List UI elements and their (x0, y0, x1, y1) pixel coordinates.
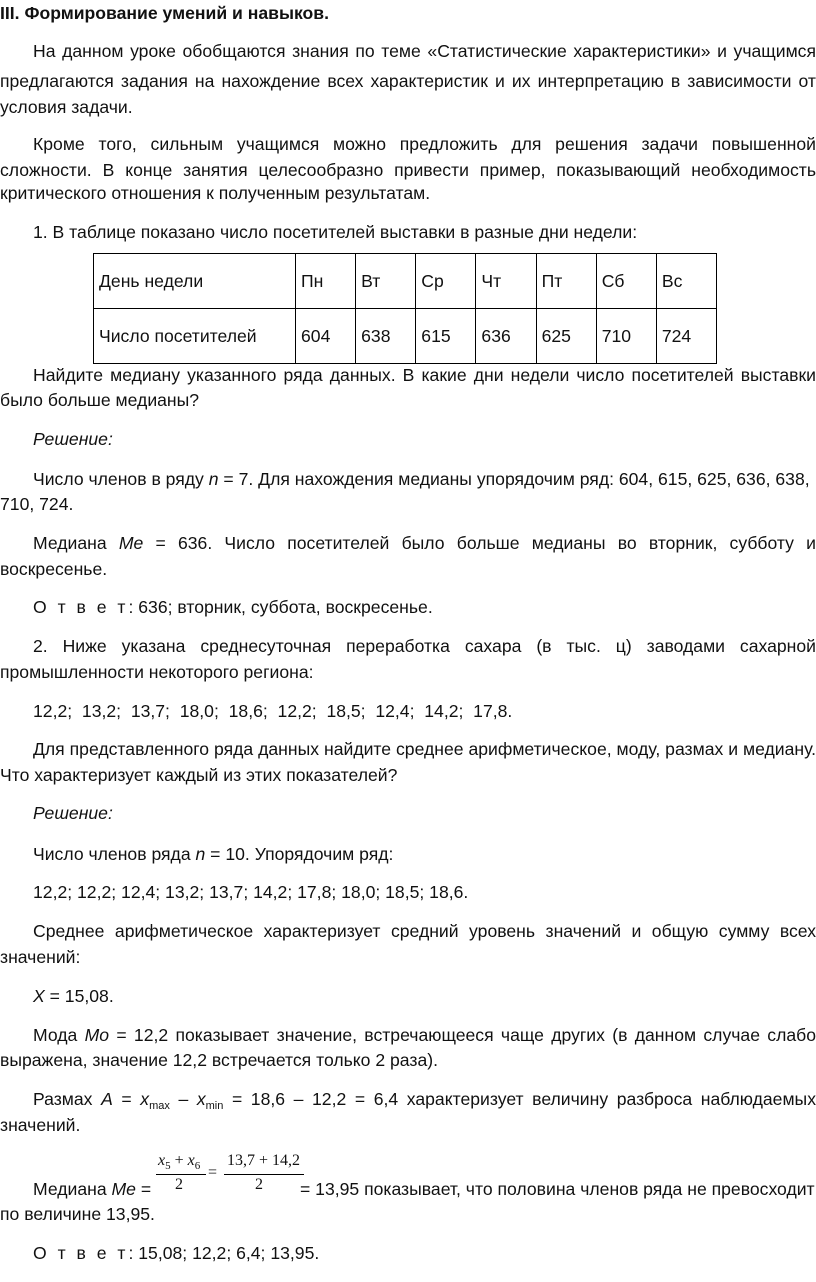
fraction-bar-2 (224, 1174, 304, 1175)
formula-numerator-2: 13,7 + 14,2 (227, 1152, 301, 1169)
task2-range-line-2: значений. (0, 1115, 81, 1135)
task1-solution-line-2: 710, 724. (0, 494, 74, 514)
task1-question-line-1: Найдите медиану указанного ряда данных. В какие дни недели число посетителей выставки (33, 365, 816, 385)
task2-mean-line-2: значений: (0, 947, 81, 967)
task2-series: 12,2; 13,2; 13,7; 18,0; 18,6; 12,2; 18,5; 12,4; 14,2; 17,8. (33, 701, 513, 721)
intro-line-3: условия задачи. (0, 97, 133, 117)
fraction-bar-1 (156, 1174, 206, 1175)
table-cell: Сб (596, 254, 656, 309)
table-cell: 636 (476, 309, 536, 364)
task2-mean-value: X = 15,08. (33, 986, 114, 1006)
task2-question-line-2: Что характеризует каждый из этих показателей? (0, 765, 398, 785)
extra-line-2: сложности. В конце занятия целесообразно привести пример, показывающий необходимость (0, 160, 816, 180)
task1-solution-line-1: Число членов в ряду n = 7. Для нахождения медианы упорядочим ряд: 604, 615, 625, 636, 638, (33, 469, 810, 489)
median-formula (150, 1152, 310, 1198)
task2-mean-line-1: Среднее арифметическое характеризует средний уровень значений и общую сумму всех (33, 921, 816, 941)
task2-mode-line-1: Мода Мо = 12,2 показывает значение, встречающееся чаще других (в данном случае слабо (33, 1025, 816, 1045)
table-cell: 625 (536, 309, 596, 364)
task1-solution-label: Решение: (33, 429, 113, 449)
task2-mode-line-2: выражена, значение 12,2 встречается только 2 раза). (0, 1050, 438, 1070)
task1-median-line-1: Медиана Ме = 636. Число посетителей было больше медианы во вторник, субботу и (33, 533, 816, 553)
task1-answer: О т в е т: 636; вторник, суббота, воскресенье. (33, 597, 433, 617)
intro-line-1: На данном уроке обобщаются знания по теме «Статистические характеристики» и учащимся (33, 41, 816, 61)
task2-median-line-2: по величине 13,95. (0, 1204, 155, 1224)
task2-count-line: Число членов ряда n = 10. Упорядочим ряд: (33, 844, 394, 864)
formula-denominator-1: 2 (175, 1176, 183, 1193)
table-header-visitors: Число посетителей (94, 309, 296, 364)
table-cell: Чт (476, 254, 536, 309)
task2-median-line-1: = 13,95 показывает, что половина членов ряда не превосходит (300, 1179, 815, 1199)
table-row (94, 254, 717, 309)
section-title: III. Формирование умений и навыков. (0, 3, 330, 23)
table-cell: Вс (656, 254, 716, 309)
task1-question-line-2: было больше медианы? (0, 390, 200, 410)
task2-answer: О т в е т: 15,08; 12,2; 6,4; 13,95. (33, 1243, 320, 1263)
table-cell: 615 (416, 309, 476, 364)
table-cell: Ср (416, 254, 476, 309)
table-header-day: День недели (94, 254, 296, 309)
task1-median-line-2: воскресенье. (0, 559, 108, 579)
task2-sorted-series: 12,2; 12,2; 12,4; 13,2; 13,7; 14,2; 17,8; 18,0; 18,5; 18,6. (33, 882, 469, 902)
table-cell: 724 (656, 309, 716, 364)
table-cell: 710 (596, 309, 656, 364)
table-cell: Вт (356, 254, 416, 309)
table-cell: 638 (356, 309, 416, 364)
task2-median-prefix: Медиана Ме = (33, 1179, 152, 1199)
task2-statement-line-1: 2. Ниже указана среднесуточная переработка сахара (в тыс. ц) заводами сахарной (33, 636, 816, 656)
task2-solution-label: Решение: (33, 803, 113, 823)
formula-numerator-1: $x_5 + x_6$ (158, 1152, 201, 1172)
table-cell: Пт (536, 254, 596, 309)
task2-range-line-1: Размах $А = x_{max} - x_{min} = 18,6 - 12,2 = 6,4$ характеризует величину разброса наблюдаемых (33, 1089, 816, 1112)
task2-statement-line-2: промышленности некоторого региона: (0, 662, 314, 682)
table-row (94, 309, 717, 364)
task1-statement: 1. В таблице показано число посетителей выставки в разные дни недели: (33, 222, 638, 242)
table-cell: Пн (296, 254, 356, 309)
formula-denominator-2: 2 (255, 1176, 263, 1193)
intro-line-2: предлагаются задания на нахождение всех характеристик и их интерпретацию в зависимости от (0, 71, 816, 91)
formula-equals: = (208, 1164, 218, 1181)
visitors-table (93, 253, 717, 364)
task2-question-line-1: Для представленного ряда данных найдите среднее арифметическое, моду, размах и медиану. (33, 739, 816, 759)
table-cell: 604 (296, 309, 356, 364)
extra-line-3: критического отношения к полученным результатам. (0, 183, 431, 203)
extra-line-1: Кроме того, сильным учащимся можно предложить для решения задачи повышенной (33, 134, 816, 154)
